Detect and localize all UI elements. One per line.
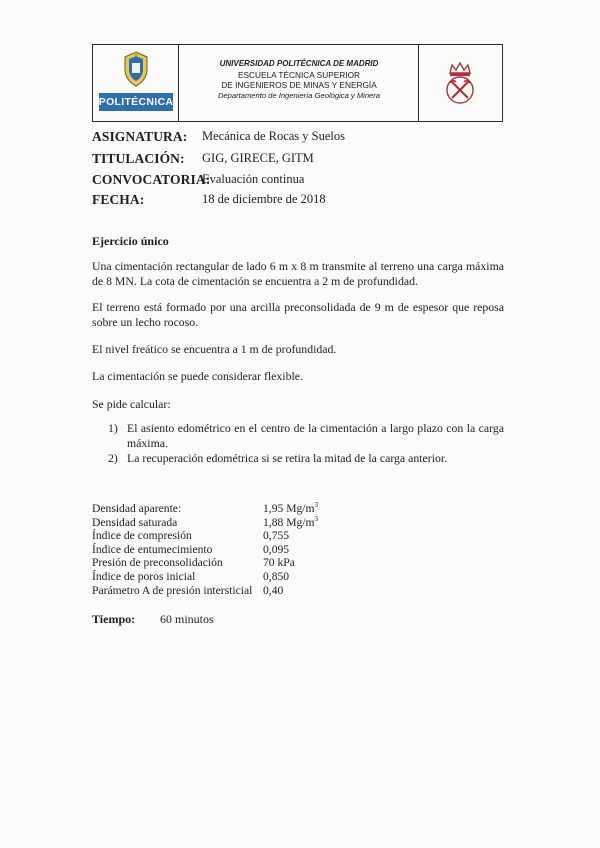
exercise-paragraph-5: Se pide calcular: — [92, 397, 171, 411]
list-item-number: 1) — [108, 421, 118, 435]
list-item-text: La recuperación edométrica si se retira la mitad de la carga anterior. — [127, 451, 448, 465]
institution-block — [181, 59, 417, 101]
task-list — [108, 421, 504, 466]
titulacion-label: TITULACIÓN: — [92, 151, 185, 166]
parameter-value: 70 kPa — [263, 556, 295, 570]
upm-logo-label: POLITÉCNICA — [99, 93, 173, 111]
parameter-value: 0,40 — [263, 583, 284, 597]
parameter-value: 0,755 — [263, 529, 290, 543]
parameter-label: Presión de preconsolidación — [92, 556, 223, 570]
exercise-paragraph-3: El nivel freático se encuentra a 1 m de profundidad. — [92, 342, 337, 356]
exercise-paragraph-4: La cimentación se puede considerar flexible. — [92, 369, 303, 383]
parameter-label: Índice de poros inicial — [92, 569, 196, 583]
parameter-label: Densidad saturada — [92, 515, 178, 529]
convocatoria-value: Evaluación continua — [202, 172, 305, 186]
fecha-label: FECHA: — [92, 192, 145, 207]
letterhead — [92, 44, 503, 122]
exercise-title: Ejercicio único — [92, 234, 169, 248]
parameter-value: 0,850 — [263, 569, 290, 583]
upm-crest-icon — [121, 51, 151, 87]
university-name: UNIVERSIDAD POLITÉCNICA DE MADRID — [219, 59, 379, 68]
header-divider-left — [178, 45, 179, 121]
titulacion-value: GIG, GIRECE, GITM — [202, 151, 314, 165]
parameter-label: Parámetro A de presión intersticial — [92, 583, 253, 597]
parameter-value: 0,095 — [263, 542, 290, 556]
asignatura-value: Mecánica de Rocas y Suelos — [202, 129, 346, 143]
parameter-label: Índice de entumecimiento — [92, 542, 213, 556]
mining-emblem-icon — [442, 61, 478, 107]
time-label: Tiempo: — [92, 612, 136, 626]
list-item — [108, 451, 504, 466]
exercise-paragraph-1: Una cimentación rectangular de lado 6 m x 8 m transmite al terreno una carga máxima de 8 MN. La cota de cimentación se encuentra a 2 m de profundidad. — [92, 259, 504, 288]
parameter-label: Índice de compresión — [92, 529, 192, 543]
list-item-text: El asiento edométrico en el centro de la cimentación a largo plazo con la carga máxima. — [127, 421, 504, 450]
convocatoria-label: CONVOCATORIA: — [92, 172, 211, 187]
parameter-value: 1,95 $Mg/m^3$ — [263, 501, 319, 515]
time-limit — [92, 612, 214, 627]
department-name: Departamento de Ingeniería Geológica y Minera — [217, 90, 381, 100]
school-name-line2: DE INGENIEROS DE MINAS Y ENERGÍA — [221, 80, 377, 90]
parameter-label: Densidad aparente: — [92, 502, 182, 515]
parameter-value: 1,88 $Mg/m^3$ — [263, 514, 319, 529]
header-divider-right — [418, 45, 419, 121]
asignatura-label: ASIGNATURA: — [92, 129, 188, 144]
time-value: 60 minutos — [160, 612, 214, 626]
upm-logo — [99, 51, 173, 117]
school-name-line1: ESCUELA TÉCNICA SUPERIOR — [237, 69, 361, 80]
fecha-value: 18 de diciembre de 2018 — [202, 192, 326, 206]
list-item-number: 2) — [108, 451, 118, 465]
list-item — [108, 421, 504, 451]
exercise-paragraph-2: El terreno está formado por una arcilla preconsolidada de 9 m de espesor que reposa sobre un lecho rocoso. — [92, 300, 504, 329]
